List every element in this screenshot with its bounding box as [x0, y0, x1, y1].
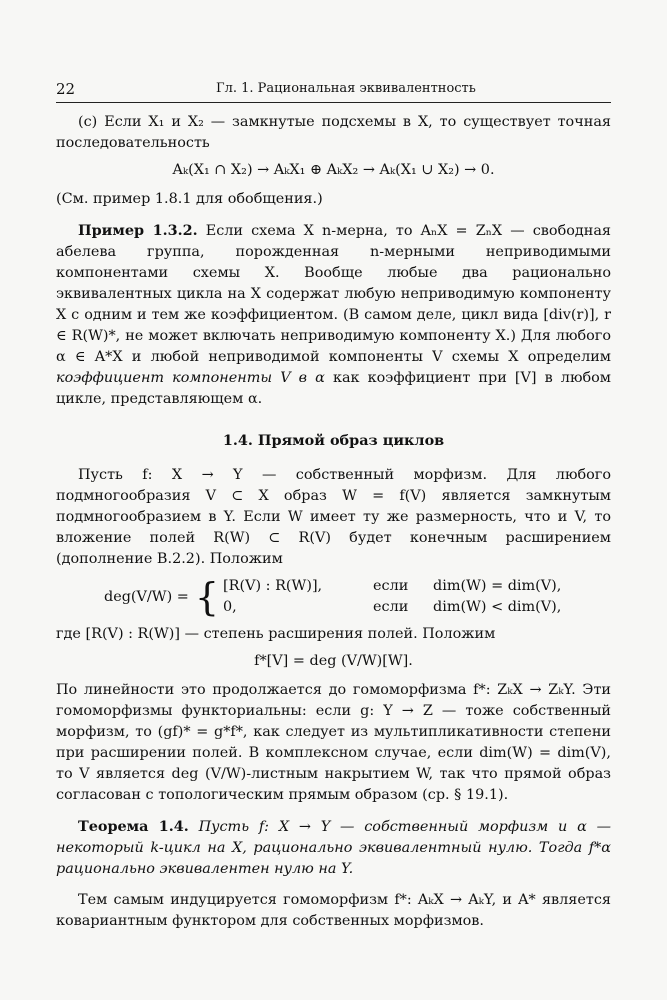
degree-lhs: deg(V/W) = [103, 588, 189, 605]
example-text-after: как коэффициент при [V] в любом цикле, представляющем α. [56, 370, 611, 407]
section-title: 1.4. Прямой образ циклов [222, 432, 445, 449]
paragraph-morphism: Пусть f: X → Y — собственный морфизм. Для любого подмногообразия V ⊂ X образ W = f(V) является замкнутым подмногообразием в Y. Если W имеет ту же размерность, что и V, то вложение полей R(W) ⊂ R(V) будет конечным расширением (дополнение В.2.2). Положим [56, 467, 611, 567]
paragraph-induced: Тем самым индуцируется гомоморфизм f*: AₖX → AₖY, и A* является ковариантным функтором для собственных морфизмов. [56, 892, 611, 929]
example-label: Пример 1.3.2. [78, 222, 198, 239]
header-rule [56, 102, 611, 103]
case2-value: 0, [223, 599, 237, 615]
pushforward-formula: f*[V] = deg (V/W)[W]. [254, 653, 413, 669]
case2-if: если [373, 599, 409, 615]
theorem-label: Теорема 1.4. [78, 818, 189, 835]
degree-cases [223, 576, 603, 618]
example-text-before: Если схема X n-мерна, то AₙX = ZₙX — свободная абелева группа, порожденная n-мерными неприводимыми компонентами схемы X. Вообще любые два рационально эквивалентных цикла на X содержат любую неприводимую компоненту X с одним и тем же коэффициентом. (В самом деле, цикл вида [div(r)], r ∈ R(W)*, не может включать неприводимую компоненту X.) Для любого α ∈ A*X и любой неприводимой компоненты V схемы X определим [56, 223, 612, 365]
see-note: (См. пример 1.8.1 для обобщения.) [56, 191, 323, 207]
case1-condition: dim(W) = dim(V), [433, 578, 562, 594]
case1-value: [R(V) : R(W)], [223, 578, 323, 594]
exact-sequence-formula: Aₖ(X₁ ∩ X₂) → AₖX₁ ⊕ AₖX₂ → Aₖ(X₁ ∪ X₂) → 0. [172, 162, 495, 178]
where-text: где [R(V) : R(W)] — степень расширения полей. Положим [56, 626, 496, 642]
paragraph-linearity: По линейности это продолжается до гомоморфизма f*: ZₖX → ZₖY. Эти гомоморфизмы функториальны: если g: Y → Z — тоже собственный морфизм, то (gf)* = g*f*, как следует из мультипликативности степени при расширении полей. В комплексном случае, если dim(W) = dim(V), то V является deg (V/W)-листным накрытием W, так что прямой образ согласован с топологическим прямым образом (ср. § 19.1). [56, 682, 611, 803]
theorem-text: Пусть f: X → Y — собственный морфизм и α — некоторый k-цикл на X, рационально эквивалентный нулю. Тогда f*α рационально эквивалентен нулю на Y. [56, 819, 612, 877]
case1-if: если [373, 578, 409, 594]
example-italic-term: коэффициент компоненты V в α [56, 370, 325, 386]
page-body [56, 112, 611, 932]
degree-definition [96, 576, 611, 618]
page-number: 22 [56, 80, 76, 98]
paragraph-c: (с) Если X₁ и X₂ — замкнутые подсхемы в X, то существует точная последовательность [56, 114, 611, 151]
left-brace: { [194, 575, 220, 619]
theorem-paragraph [56, 816, 611, 880]
example-paragraph [56, 220, 611, 410]
running-head: Гл. 1. Рациональная эквивалентность [216, 81, 476, 96]
case2-condition: dim(W) < dim(V), [433, 599, 562, 615]
page-header [56, 80, 611, 104]
